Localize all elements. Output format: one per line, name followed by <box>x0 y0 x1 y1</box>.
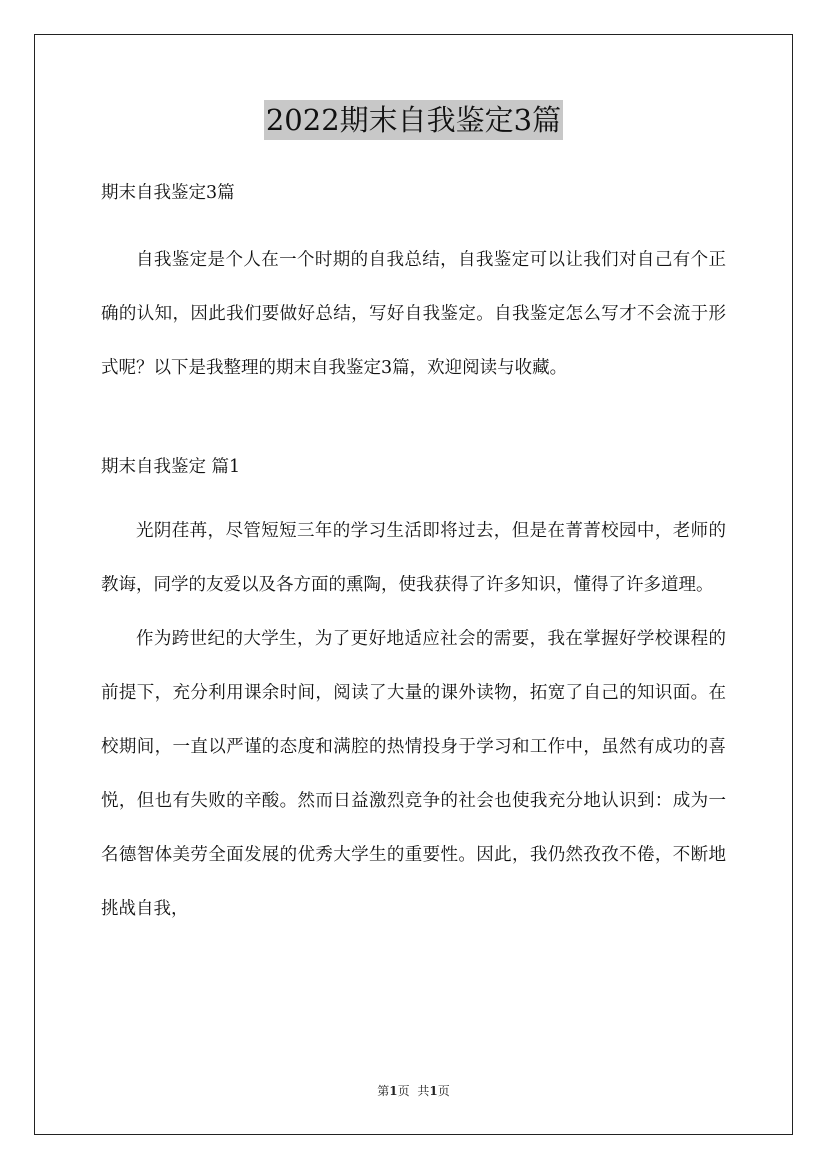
footer-total-suffix: 页 <box>437 1084 450 1098</box>
footer-page-current: 1 <box>389 1084 398 1098</box>
footer-page-prefix: 第 <box>377 1084 390 1098</box>
part1-paragraph-2: 作为跨世纪的大学生，为了更好地适应社会的需要，我在掌握好学校课程的前提下，充分利用课余时间，阅读了大量的课外读物，拓宽了自己的知识面。在校期间，一直以严谨的态度和满腔的热情投身于学习和工作中，虽然有成功的喜悦，但也有失败的辛酸。然而日益激烈竞争的社会也使我充分地认识到：成为一名德智体美劳全面发展的优秀大学生的重要性。因此，我仍然孜孜不倦，不断地挑战自我， <box>101 629 726 919</box>
page-footer <box>0 1082 827 1099</box>
footer-total-prefix: 共 <box>417 1084 430 1098</box>
document-body <box>101 176 726 936</box>
footer-page-suffix: 页 <box>397 1084 410 1098</box>
part1-paragraph-1: 光阴荏苒，尽管短短三年的学习生活即将过去，但是在菁菁校园中，老师的教诲，同学的友爱以及各方面的熏陶，使我获得了许多知识，懂得了许多道理。 <box>101 521 726 595</box>
title-container <box>0 100 827 140</box>
document-title: 2022期末自我鉴定3篇 <box>264 100 563 140</box>
intro-paragraph: 自我鉴定是个人在一个时期的自我总结，自我鉴定可以让我们对自己有个正确的认知，因此我们要做好总结，写好自我鉴定。自我鉴定怎么写才不会流于形式呢？以下是我整理的期末自我鉴定3篇，欢迎阅读与收藏。 <box>101 250 726 378</box>
footer-page-total: 1 <box>429 1084 438 1098</box>
section-heading: 期末自我鉴定3篇 <box>101 183 235 203</box>
part1-heading: 期末自我鉴定 篇1 <box>101 457 241 477</box>
